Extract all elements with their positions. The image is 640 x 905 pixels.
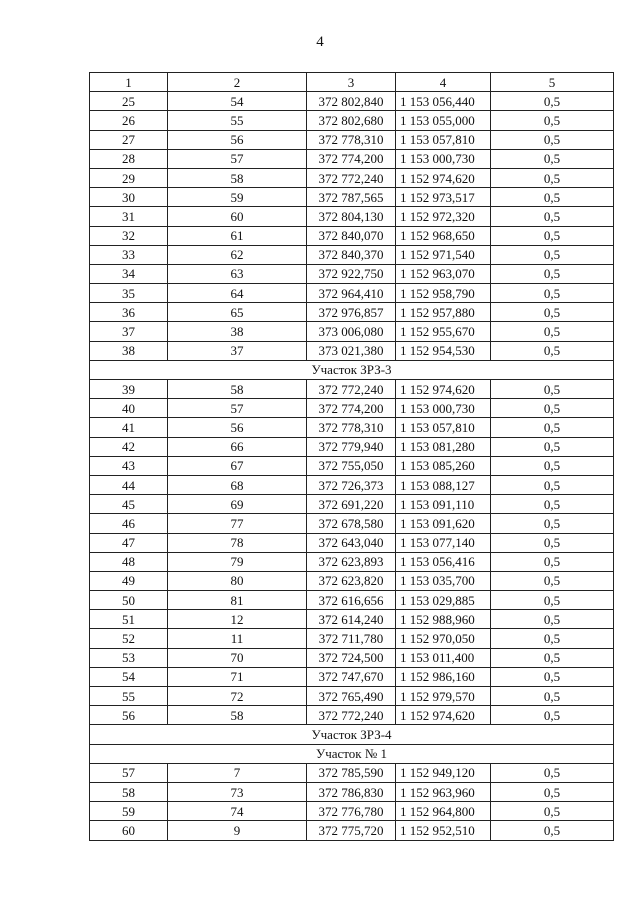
point-number-cell: 31 [90,207,168,226]
y-coordinate-cell: 1 152 958,790 [396,284,491,303]
vertex-number-cell: 11 [168,629,307,648]
y-coordinate-cell: 1 152 974,620 [396,168,491,187]
y-coordinate-cell: 1 153 000,730 [396,399,491,418]
accuracy-cell: 0,5 [491,399,614,418]
table-row [90,341,614,360]
y-coordinate-cell: 1 153 035,700 [396,571,491,590]
vertex-number-cell: 71 [168,667,307,686]
accuracy-cell: 0,5 [491,802,614,821]
header-cell-1: 1 [90,73,168,92]
y-coordinate-cell: 1 153 088,127 [396,475,491,494]
point-number-cell: 53 [90,648,168,667]
accuracy-cell: 0,5 [491,571,614,590]
point-number-cell: 25 [90,92,168,111]
accuracy-cell: 0,5 [491,629,614,648]
table-row [90,437,614,456]
vertex-number-cell: 78 [168,533,307,552]
vertex-number-cell: 67 [168,456,307,475]
point-number-cell: 45 [90,495,168,514]
table-row [90,821,614,840]
vertex-number-cell: 56 [168,418,307,437]
x-coordinate-cell: 372 678,580 [307,514,396,533]
point-number-cell: 50 [90,591,168,610]
accuracy-cell: 0,5 [491,610,614,629]
accuracy-cell: 0,5 [491,322,614,341]
table-row [90,782,614,801]
x-coordinate-cell: 372 786,830 [307,782,396,801]
y-coordinate-cell: 1 152 971,540 [396,245,491,264]
accuracy-cell: 0,5 [491,207,614,226]
vertex-number-cell: 12 [168,610,307,629]
table-row [90,264,614,283]
point-number-cell: 41 [90,418,168,437]
vertex-number-cell: 62 [168,245,307,264]
x-coordinate-cell: 372 802,840 [307,92,396,111]
vertex-number-cell: 58 [168,706,307,725]
table-row [90,571,614,590]
table-row [90,706,614,725]
vertex-number-cell: 58 [168,380,307,399]
x-coordinate-cell: 372 724,500 [307,648,396,667]
point-number-cell: 49 [90,571,168,590]
accuracy-cell: 0,5 [491,303,614,322]
point-number-cell: 48 [90,552,168,571]
accuracy-cell: 0,5 [491,667,614,686]
vertex-number-cell: 80 [168,571,307,590]
table-row [90,188,614,207]
section-title: Участок № 1 [90,744,614,763]
accuracy-cell: 0,5 [491,514,614,533]
x-coordinate-cell: 372 623,820 [307,571,396,590]
y-coordinate-cell: 1 153 057,810 [396,418,491,437]
y-coordinate-cell: 1 153 057,810 [396,130,491,149]
table-row [90,667,614,686]
x-coordinate-cell: 372 779,940 [307,437,396,456]
y-coordinate-cell: 1 152 955,670 [396,322,491,341]
x-coordinate-cell: 372 802,680 [307,111,396,130]
header-cell-2: 2 [168,73,307,92]
table-row [90,303,614,322]
accuracy-cell: 0,5 [491,111,614,130]
table-row [90,130,614,149]
point-number-cell: 40 [90,399,168,418]
vertex-number-cell: 60 [168,207,307,226]
point-number-cell: 28 [90,149,168,168]
accuracy-cell: 0,5 [491,149,614,168]
x-coordinate-cell: 372 785,590 [307,763,396,782]
x-coordinate-cell: 372 726,373 [307,475,396,494]
x-coordinate-cell: 372 840,070 [307,226,396,245]
accuracy-cell: 0,5 [491,418,614,437]
point-number-cell: 59 [90,802,168,821]
x-coordinate-cell: 373 021,380 [307,341,396,360]
coordinates-table [89,72,614,841]
accuracy-cell: 0,5 [491,92,614,111]
table-row [90,418,614,437]
table-row [90,111,614,130]
x-coordinate-cell: 372 774,200 [307,149,396,168]
x-coordinate-cell: 372 616,656 [307,591,396,610]
accuracy-cell: 0,5 [491,475,614,494]
point-number-cell: 47 [90,533,168,552]
vertex-number-cell: 37 [168,341,307,360]
vertex-number-cell: 68 [168,475,307,494]
point-number-cell: 30 [90,188,168,207]
table-row [90,495,614,514]
table-row [90,284,614,303]
table-row [90,533,614,552]
x-coordinate-cell: 372 691,220 [307,495,396,514]
point-number-cell: 58 [90,782,168,801]
point-number-cell: 36 [90,303,168,322]
accuracy-cell: 0,5 [491,495,614,514]
accuracy-cell: 0,5 [491,188,614,207]
x-coordinate-cell: 372 772,240 [307,168,396,187]
y-coordinate-cell: 1 153 091,110 [396,495,491,514]
point-number-cell: 35 [90,284,168,303]
accuracy-cell: 0,5 [491,380,614,399]
point-number-cell: 52 [90,629,168,648]
x-coordinate-cell: 373 006,080 [307,322,396,341]
y-coordinate-cell: 1 153 056,440 [396,92,491,111]
vertex-number-cell: 74 [168,802,307,821]
vertex-number-cell: 58 [168,168,307,187]
vertex-number-cell: 73 [168,782,307,801]
x-coordinate-cell: 372 840,370 [307,245,396,264]
table-body [90,73,614,841]
table-row [90,380,614,399]
table-row [90,802,614,821]
vertex-number-cell: 57 [168,399,307,418]
x-coordinate-cell: 372 922,750 [307,264,396,283]
y-coordinate-cell: 1 152 974,620 [396,706,491,725]
table-row [90,456,614,475]
header-cell-4: 4 [396,73,491,92]
y-coordinate-cell: 1 152 949,120 [396,763,491,782]
accuracy-cell: 0,5 [491,591,614,610]
y-coordinate-cell: 1 152 973,517 [396,188,491,207]
section-row [90,725,614,744]
x-coordinate-cell: 372 775,720 [307,821,396,840]
x-coordinate-cell: 372 772,240 [307,380,396,399]
y-coordinate-cell: 1 152 954,530 [396,341,491,360]
y-coordinate-cell: 1 152 963,070 [396,264,491,283]
x-coordinate-cell: 372 765,490 [307,687,396,706]
vertex-number-cell: 65 [168,303,307,322]
y-coordinate-cell: 1 152 968,650 [396,226,491,245]
point-number-cell: 33 [90,245,168,264]
point-number-cell: 55 [90,687,168,706]
y-coordinate-cell: 1 152 974,620 [396,380,491,399]
accuracy-cell: 0,5 [491,456,614,475]
point-number-cell: 37 [90,322,168,341]
table-row [90,591,614,610]
table-row [90,610,614,629]
x-coordinate-cell: 372 623,893 [307,552,396,571]
vertex-number-cell: 69 [168,495,307,514]
table-row [90,629,614,648]
table-row [90,687,614,706]
accuracy-cell: 0,5 [491,648,614,667]
y-coordinate-cell: 1 152 988,960 [396,610,491,629]
x-coordinate-cell: 372 787,565 [307,188,396,207]
x-coordinate-cell: 372 747,670 [307,667,396,686]
vertex-number-cell: 70 [168,648,307,667]
point-number-cell: 39 [90,380,168,399]
y-coordinate-cell: 1 153 081,280 [396,437,491,456]
accuracy-cell: 0,5 [491,264,614,283]
x-coordinate-cell: 372 755,050 [307,456,396,475]
table-row [90,648,614,667]
table-row [90,226,614,245]
vertex-number-cell: 38 [168,322,307,341]
accuracy-cell: 0,5 [491,763,614,782]
point-number-cell: 26 [90,111,168,130]
vertex-number-cell: 54 [168,92,307,111]
vertex-number-cell: 79 [168,552,307,571]
x-coordinate-cell: 372 776,780 [307,802,396,821]
x-coordinate-cell: 372 614,240 [307,610,396,629]
y-coordinate-cell: 1 153 091,620 [396,514,491,533]
vertex-number-cell: 57 [168,149,307,168]
x-coordinate-cell: 372 643,040 [307,533,396,552]
vertex-number-cell: 59 [168,188,307,207]
section-title: Участок ЗРЗ-3 [90,360,614,379]
vertex-number-cell: 64 [168,284,307,303]
table-row [90,207,614,226]
y-coordinate-cell: 1 153 029,885 [396,591,491,610]
accuracy-cell: 0,5 [491,130,614,149]
point-number-cell: 29 [90,168,168,187]
vertex-number-cell: 55 [168,111,307,130]
point-number-cell: 60 [90,821,168,840]
point-number-cell: 27 [90,130,168,149]
vertex-number-cell: 9 [168,821,307,840]
table-header-row [90,73,614,92]
y-coordinate-cell: 1 152 979,570 [396,687,491,706]
accuracy-cell: 0,5 [491,821,614,840]
x-coordinate-cell: 372 964,410 [307,284,396,303]
x-coordinate-cell: 372 976,857 [307,303,396,322]
vertex-number-cell: 72 [168,687,307,706]
y-coordinate-cell: 1 152 970,050 [396,629,491,648]
accuracy-cell: 0,5 [491,226,614,245]
accuracy-cell: 0,5 [491,168,614,187]
accuracy-cell: 0,5 [491,284,614,303]
y-coordinate-cell: 1 152 972,320 [396,207,491,226]
point-number-cell: 44 [90,475,168,494]
x-coordinate-cell: 372 772,240 [307,706,396,725]
point-number-cell: 32 [90,226,168,245]
section-row [90,360,614,379]
accuracy-cell: 0,5 [491,245,614,264]
y-coordinate-cell: 1 152 957,880 [396,303,491,322]
vertex-number-cell: 56 [168,130,307,149]
x-coordinate-cell: 372 804,130 [307,207,396,226]
table-row [90,475,614,494]
vertex-number-cell: 63 [168,264,307,283]
y-coordinate-cell: 1 153 055,000 [396,111,491,130]
vertex-number-cell: 81 [168,591,307,610]
x-coordinate-cell: 372 711,780 [307,629,396,648]
point-number-cell: 38 [90,341,168,360]
table-row [90,399,614,418]
accuracy-cell: 0,5 [491,552,614,571]
vertex-number-cell: 7 [168,763,307,782]
table-row [90,245,614,264]
point-number-cell: 43 [90,456,168,475]
x-coordinate-cell: 372 774,200 [307,399,396,418]
accuracy-cell: 0,5 [491,533,614,552]
y-coordinate-cell: 1 153 077,140 [396,533,491,552]
y-coordinate-cell: 1 152 963,960 [396,782,491,801]
table-row [90,763,614,782]
y-coordinate-cell: 1 153 056,416 [396,552,491,571]
accuracy-cell: 0,5 [491,782,614,801]
y-coordinate-cell: 1 152 952,510 [396,821,491,840]
table-row [90,552,614,571]
point-number-cell: 56 [90,706,168,725]
accuracy-cell: 0,5 [491,341,614,360]
y-coordinate-cell: 1 153 000,730 [396,149,491,168]
vertex-number-cell: 61 [168,226,307,245]
vertex-number-cell: 66 [168,437,307,456]
page-number: 4 [316,34,324,50]
point-number-cell: 54 [90,667,168,686]
table-row [90,322,614,341]
header-cell-5: 5 [491,73,614,92]
table-row [90,92,614,111]
accuracy-cell: 0,5 [491,706,614,725]
table-row [90,514,614,533]
y-coordinate-cell: 1 152 964,800 [396,802,491,821]
x-coordinate-cell: 372 778,310 [307,418,396,437]
y-coordinate-cell: 1 152 986,160 [396,667,491,686]
accuracy-cell: 0,5 [491,687,614,706]
section-row [90,744,614,763]
accuracy-cell: 0,5 [491,437,614,456]
vertex-number-cell: 77 [168,514,307,533]
point-number-cell: 57 [90,763,168,782]
table-row [90,168,614,187]
section-title: Участок ЗРЗ-4 [90,725,614,744]
y-coordinate-cell: 1 153 011,400 [396,648,491,667]
point-number-cell: 46 [90,514,168,533]
y-coordinate-cell: 1 153 085,260 [396,456,491,475]
header-cell-3: 3 [307,73,396,92]
table-row [90,149,614,168]
point-number-cell: 34 [90,264,168,283]
point-number-cell: 42 [90,437,168,456]
point-number-cell: 51 [90,610,168,629]
x-coordinate-cell: 372 778,310 [307,130,396,149]
